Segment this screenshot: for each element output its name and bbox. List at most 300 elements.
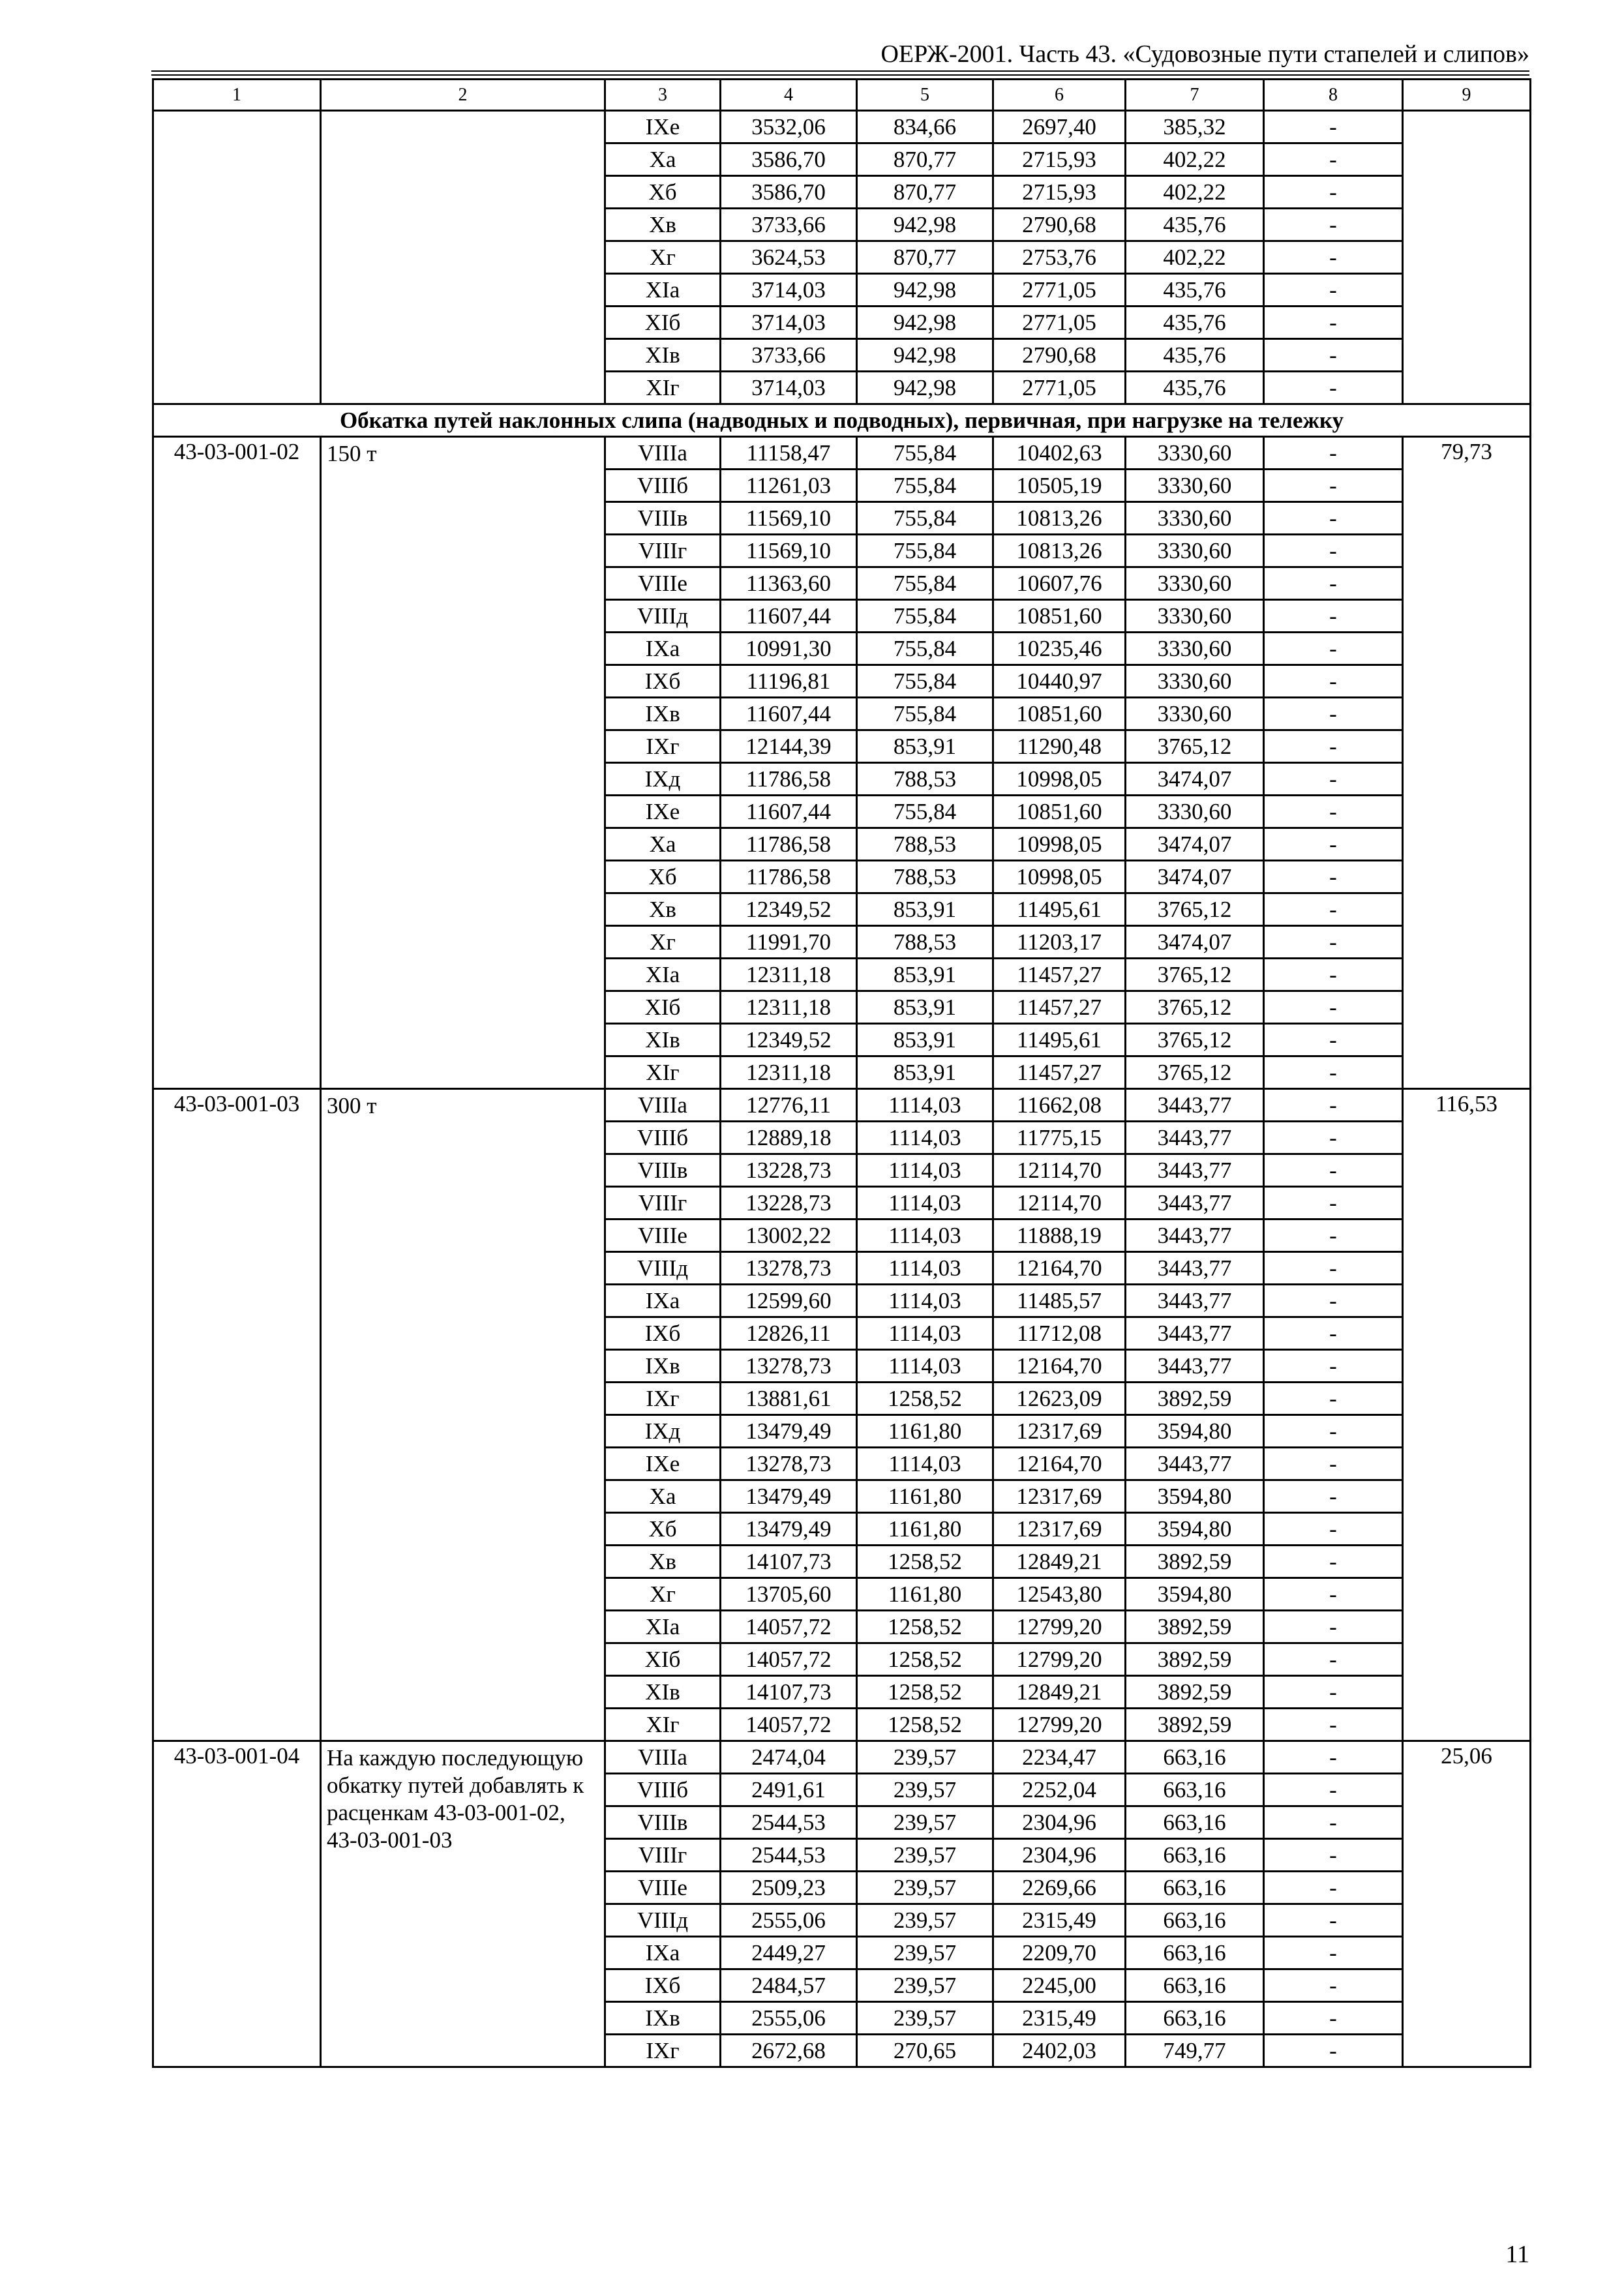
table-cell-col4: 12826,11	[721, 1317, 857, 1350]
table-cell-col7: 402,22	[1126, 241, 1264, 274]
table-cell-col4: 13705,60	[721, 1578, 857, 1611]
table-cell-col6: 11495,61	[993, 893, 1126, 926]
table-cell-col7: 435,76	[1126, 372, 1264, 404]
table-cell-col4: 12599,60	[721, 1285, 857, 1317]
table-cell-col8: -	[1264, 372, 1403, 404]
table-cell-col5: 870,77	[857, 176, 993, 209]
column-number: 4	[721, 80, 857, 111]
table-cell-col7: 3330,60	[1126, 535, 1264, 567]
table-cell-col5: 755,84	[857, 665, 993, 698]
table-cell-col5: 853,91	[857, 1024, 993, 1056]
table-cell-col8: -	[1264, 1089, 1403, 1122]
table-cell-index: XIв	[605, 1676, 721, 1709]
table-cell-col8: -	[1264, 1937, 1403, 1969]
table-cell-col5: 1114,03	[857, 1317, 993, 1350]
table-cell-index: XIв	[605, 339, 721, 372]
table-cell-col8: -	[1264, 1709, 1403, 1741]
table-cell-col6: 12317,69	[993, 1480, 1126, 1513]
table-cell-col4: 3532,06	[721, 111, 857, 143]
table-cell-index: IXв	[605, 698, 721, 730]
table-cell-col5: 834,66	[857, 111, 993, 143]
table-cell-col6: 12114,70	[993, 1187, 1126, 1219]
table-cell-col8: -	[1264, 763, 1403, 796]
table-cell-col4: 11363,60	[721, 567, 857, 600]
table-cell-col8: -	[1264, 111, 1403, 143]
table-cell-col7: 435,76	[1126, 209, 1264, 241]
table-cell-col4: 12311,18	[721, 1056, 857, 1089]
table-cell-col7: 3330,60	[1126, 796, 1264, 828]
table-cell-col6: 11888,19	[993, 1219, 1126, 1252]
table-cell-col7: 663,16	[1126, 1774, 1264, 1806]
column-number: 1	[153, 80, 321, 111]
table-cell-index: IXб	[605, 665, 721, 698]
table-cell-col8: -	[1264, 1513, 1403, 1546]
table-cell-col8: -	[1264, 176, 1403, 209]
table-cell-col6: 11290,48	[993, 730, 1126, 763]
table-cell-index: IXа	[605, 1937, 721, 1969]
table-cell-col6: 12799,20	[993, 1709, 1126, 1741]
table-cell-col8: -	[1264, 959, 1403, 991]
table-cell-col8: -	[1264, 1056, 1403, 1089]
table-cell-index: XIб	[605, 307, 721, 339]
table-cell-col4: 11569,10	[721, 535, 857, 567]
column-number: 2	[321, 80, 605, 111]
table-cell-col5: 239,57	[857, 1806, 993, 1839]
table-cell-col5: 755,84	[857, 535, 993, 567]
table-cell-col5: 942,98	[857, 339, 993, 372]
table-cell-col6: 11662,08	[993, 1089, 1126, 1122]
table-cell-col7: 3765,12	[1126, 1024, 1264, 1056]
table-cell-col4: 3714,03	[721, 307, 857, 339]
table-cell-col7: 3330,60	[1126, 698, 1264, 730]
table-cell-col4: 14057,72	[721, 1709, 857, 1741]
table-cell-col8: -	[1264, 1187, 1403, 1219]
table-cell-col7: 3443,77	[1126, 1219, 1264, 1252]
table-cell-index: IXб	[605, 1317, 721, 1350]
table-row	[153, 437, 1531, 470]
table-cell-col5: 1161,80	[857, 1513, 993, 1546]
table-cell-col7: 3594,80	[1126, 1415, 1264, 1448]
rate-code: 43-03-001-03	[153, 1089, 321, 1741]
table-cell-col5: 1114,03	[857, 1154, 993, 1187]
table-cell-col5: 239,57	[857, 1741, 993, 1774]
table-cell-col4: 2491,61	[721, 1774, 857, 1806]
table-cell-col6: 11712,08	[993, 1317, 1126, 1350]
rate-description: 150 т	[321, 437, 605, 1089]
table-row	[153, 1089, 1531, 1122]
table-cell-col7: 3443,77	[1126, 1122, 1264, 1154]
table-cell-col7: 3474,07	[1126, 861, 1264, 893]
table-cell-col6: 11485,57	[993, 1285, 1126, 1317]
table-cell-col5: 788,53	[857, 926, 993, 959]
table-cell-col4: 3714,03	[721, 274, 857, 307]
table-cell-col7: 663,16	[1126, 1839, 1264, 1872]
table-cell-col8: -	[1264, 274, 1403, 307]
table-cell-col6: 10235,46	[993, 633, 1126, 665]
table-cell-col5: 755,84	[857, 600, 993, 633]
table-cell-col6: 2697,40	[993, 111, 1126, 143]
table-cell-col5: 1258,52	[857, 1611, 993, 1643]
table-cell-col4: 2449,27	[721, 1937, 857, 1969]
table-cell-col7: 663,16	[1126, 1741, 1264, 1774]
table-cell-col4: 2474,04	[721, 1741, 857, 1774]
table-cell-col5: 239,57	[857, 1774, 993, 1806]
table-cell-col5: 239,57	[857, 1969, 993, 2002]
table-cell-col4: 12311,18	[721, 991, 857, 1024]
table-cell-col4: 13881,61	[721, 1383, 857, 1415]
table-cell-col4: 2544,53	[721, 1806, 857, 1839]
section-title: Обкатка путей наклонных слипа (надводных и подводных), первичная, при нагрузке на тележку	[153, 404, 1531, 437]
table-cell-index: Xг	[605, 241, 721, 274]
table-cell-col5: 942,98	[857, 209, 993, 241]
table-cell-index: IXд	[605, 1415, 721, 1448]
table-cell-col6: 2304,96	[993, 1806, 1126, 1839]
table-cell-col8: -	[1264, 1611, 1403, 1643]
table-cell-col6: 10402,63	[993, 437, 1126, 470]
table-cell-index: VIIIб	[605, 1122, 721, 1154]
table-cell-col4: 11158,47	[721, 437, 857, 470]
table-cell-index: VIIIд	[605, 1252, 721, 1285]
page-number: 11	[1505, 2241, 1529, 2268]
table-cell-col4: 14057,72	[721, 1643, 857, 1676]
table-cell-col7: 3443,77	[1126, 1154, 1264, 1187]
table-cell-index: XIг	[605, 1056, 721, 1089]
table-cell-col7: 3474,07	[1126, 926, 1264, 959]
table-cell-col5: 1114,03	[857, 1219, 993, 1252]
table-cell-col6: 10440,97	[993, 665, 1126, 698]
table-cell-col5: 788,53	[857, 861, 993, 893]
table-cell-index: IXе	[605, 796, 721, 828]
table-cell-index: VIIIд	[605, 600, 721, 633]
table-cell-col6: 2245,00	[993, 1969, 1126, 2002]
table-cell-col4: 13479,49	[721, 1415, 857, 1448]
table-cell-col6: 12164,70	[993, 1252, 1126, 1285]
table-cell-col6: 11457,27	[993, 1056, 1126, 1089]
table-cell-col5: 853,91	[857, 730, 993, 763]
table-cell-col8: -	[1264, 1904, 1403, 1937]
column-number: 6	[993, 80, 1126, 111]
table-row	[153, 1741, 1531, 1774]
table-cell-col8: -	[1264, 1969, 1403, 2002]
table-cell-col8: -	[1264, 1285, 1403, 1317]
table-cell-col5: 270,65	[857, 2035, 993, 2067]
table-cell-index: Xб	[605, 861, 721, 893]
table-cell-col4: 14057,72	[721, 1611, 857, 1643]
table-cell-index: XIг	[605, 372, 721, 404]
table-cell-index: XIб	[605, 1643, 721, 1676]
table-cell-col8: -	[1264, 1154, 1403, 1187]
table-cell-col8: -	[1264, 1774, 1403, 1806]
table-cell-col7: 3330,60	[1126, 567, 1264, 600]
table-cell-col7: 3892,59	[1126, 1643, 1264, 1676]
table-cell-col5: 755,84	[857, 796, 993, 828]
table-cell-col6: 10813,26	[993, 535, 1126, 567]
table-cell-col7: 3892,59	[1126, 1546, 1264, 1578]
table-cell-col8: -	[1264, 502, 1403, 535]
table-cell-col7: 3443,77	[1126, 1187, 1264, 1219]
table-cell-col8: -	[1264, 893, 1403, 926]
table-cell-col7: 3330,60	[1126, 470, 1264, 502]
table-row	[153, 111, 1531, 143]
table-cell-col5: 942,98	[857, 274, 993, 307]
table-cell-col7: 3474,07	[1126, 828, 1264, 861]
table-cell-col5: 755,84	[857, 567, 993, 600]
table-cell-col5: 1161,80	[857, 1415, 993, 1448]
table-cell-col6: 2315,49	[993, 1904, 1126, 1937]
table-cell-col7: 402,22	[1126, 143, 1264, 176]
table-cell-col4: 12349,52	[721, 1024, 857, 1056]
table-cell-col7: 3892,59	[1126, 1709, 1264, 1741]
table-cell-col8: -	[1264, 209, 1403, 241]
table-cell-col7: 435,76	[1126, 339, 1264, 372]
table-cell-col4: 3714,03	[721, 372, 857, 404]
table-cell-col7: 435,76	[1126, 307, 1264, 339]
table-cell-col8: -	[1264, 1839, 1403, 1872]
table-cell-col7: 3330,60	[1126, 437, 1264, 470]
table-cell-index: VIIIг	[605, 535, 721, 567]
table-cell-col6: 10813,26	[993, 502, 1126, 535]
table-cell-col7: 3330,60	[1126, 600, 1264, 633]
table-cell-col6: 2252,04	[993, 1774, 1126, 1806]
rate-col9-value: 79,73	[1403, 437, 1531, 1089]
table-cell-col4: 13228,73	[721, 1187, 857, 1219]
table-cell-col8: -	[1264, 1024, 1403, 1056]
table-cell-col8: -	[1264, 567, 1403, 600]
table-cell-index: Xг	[605, 1578, 721, 1611]
running-header: ОЕРЖ-2001. Часть 43. «Судовозные пути стапелей и слипов»	[880, 40, 1529, 68]
table-cell-col6: 2402,03	[993, 2035, 1126, 2067]
table-cell-index: VIIIв	[605, 1806, 721, 1839]
table-cell-col4: 13002,22	[721, 1219, 857, 1252]
rate-col9-value: 25,06	[1403, 1741, 1531, 2067]
table-cell-col8: -	[1264, 1252, 1403, 1285]
table-cell-col6: 2771,05	[993, 307, 1126, 339]
table-cell-col5: 239,57	[857, 1872, 993, 1904]
table-cell-col6: 10851,60	[993, 600, 1126, 633]
table-cell-col6: 10851,60	[993, 796, 1126, 828]
table-cell-index: Xв	[605, 893, 721, 926]
table-cell-index: VIIIе	[605, 567, 721, 600]
table-cell-col7: 663,16	[1126, 1806, 1264, 1839]
table-cell-index: VIIIе	[605, 1219, 721, 1252]
table-cell-col8: -	[1264, 1741, 1403, 1774]
table-cell-col4: 10991,30	[721, 633, 857, 665]
table-cell-col4: 11786,58	[721, 763, 857, 796]
table-cell-col5: 1114,03	[857, 1089, 993, 1122]
table-cell-col8: -	[1264, 698, 1403, 730]
table-cell-col4: 2484,57	[721, 1969, 857, 2002]
rates-table-body	[153, 80, 1531, 2067]
table-cell-col7: 3443,77	[1126, 1252, 1264, 1285]
table-cell-index: Xб	[605, 1513, 721, 1546]
table-cell-col6: 12623,09	[993, 1383, 1126, 1415]
table-cell-col8: -	[1264, 633, 1403, 665]
table-cell-col8: -	[1264, 600, 1403, 633]
table-cell-col8: -	[1264, 1122, 1403, 1154]
table-cell-index: VIIIв	[605, 1154, 721, 1187]
table-cell-index: Xв	[605, 1546, 721, 1578]
table-cell-col5: 755,84	[857, 470, 993, 502]
table-cell-index: VIIIа	[605, 437, 721, 470]
table-cell-col5: 1114,03	[857, 1350, 993, 1383]
table-cell-col5: 853,91	[857, 893, 993, 926]
rate-col9-value: 116,53	[1403, 1089, 1531, 1741]
table-cell-col6: 12849,21	[993, 1676, 1126, 1709]
table-cell-col7: 3594,80	[1126, 1480, 1264, 1513]
table-cell-index: VIIIд	[605, 1904, 721, 1937]
table-cell-col5: 239,57	[857, 2002, 993, 2035]
table-cell-col4: 2544,53	[721, 1839, 857, 1872]
table-cell-col5: 239,57	[857, 1904, 993, 1937]
table-cell-col5: 942,98	[857, 372, 993, 404]
table-cell-col4: 11196,81	[721, 665, 857, 698]
table-cell-col4: 3733,66	[721, 209, 857, 241]
rate-description: На каждую последующую обкатку путей добавлять к расценкам 43-03-001-02, 43-03-001-03	[321, 1741, 605, 2067]
table-cell-index: Xв	[605, 209, 721, 241]
table-cell-col8: -	[1264, 1676, 1403, 1709]
rate-code: 43-03-001-04	[153, 1741, 321, 2067]
table-cell-col7: 3330,60	[1126, 502, 1264, 535]
table-cell-col7: 3765,12	[1126, 959, 1264, 991]
table-cell-col6: 2269,66	[993, 1872, 1126, 1904]
table-cell-col4: 3586,70	[721, 143, 857, 176]
table-cell-col4: 13278,73	[721, 1350, 857, 1383]
table-cell-index: IXд	[605, 763, 721, 796]
table-cell-col8: -	[1264, 1872, 1403, 1904]
table-cell-col5: 239,57	[857, 1937, 993, 1969]
table-cell-col8: -	[1264, 1350, 1403, 1383]
table-cell-index: Xа	[605, 1480, 721, 1513]
table-cell-col7: 3892,59	[1126, 1676, 1264, 1709]
table-cell-col5: 755,84	[857, 698, 993, 730]
table-cell-index: IXг	[605, 730, 721, 763]
table-cell-col6: 2771,05	[993, 372, 1126, 404]
table-cell-col4: 11786,58	[721, 828, 857, 861]
table-cell-col4: 12349,52	[721, 893, 857, 926]
table-cell-col4: 13228,73	[721, 1154, 857, 1187]
table-cell-col5: 755,84	[857, 502, 993, 535]
table-cell-col8: -	[1264, 2002, 1403, 2035]
table-cell-col6: 12799,20	[993, 1643, 1126, 1676]
table-cell-index: IXв	[605, 1350, 721, 1383]
table-cell-col7: 3330,60	[1126, 665, 1264, 698]
table-cell-index: XIа	[605, 274, 721, 307]
table-cell-col6: 2790,68	[993, 209, 1126, 241]
table-cell-col4: 14107,73	[721, 1676, 857, 1709]
table-cell-col4: 2672,68	[721, 2035, 857, 2067]
table-cell-col6: 12164,70	[993, 1448, 1126, 1480]
table-cell-index: VIIIа	[605, 1089, 721, 1122]
table-cell-col8: -	[1264, 437, 1403, 470]
table-cell-col7: 663,16	[1126, 1872, 1264, 1904]
table-cell-col8: -	[1264, 470, 1403, 502]
table-cell-col8: -	[1264, 143, 1403, 176]
table-cell-col4: 11569,10	[721, 502, 857, 535]
table-cell-col7: 3330,60	[1126, 633, 1264, 665]
table-cell-col5: 1161,80	[857, 1480, 993, 1513]
table-cell-col4: 2555,06	[721, 2002, 857, 2035]
table-cell-col6: 12164,70	[993, 1350, 1126, 1383]
table-cell-col6: 10851,60	[993, 698, 1126, 730]
table-cell-index: Xа	[605, 828, 721, 861]
table-cell-index: Xа	[605, 143, 721, 176]
table-cell-index: IXе	[605, 111, 721, 143]
table-cell-col9-empty	[1403, 111, 1531, 404]
table-cell-col4: 12311,18	[721, 959, 857, 991]
table-cell-col8: -	[1264, 1480, 1403, 1513]
table-cell-col6: 2715,93	[993, 143, 1126, 176]
table-cell-col6: 12114,70	[993, 1154, 1126, 1187]
table-cell-index: VIIIб	[605, 470, 721, 502]
table-cell-code-empty	[153, 111, 321, 404]
section-title-row	[153, 404, 1531, 437]
table-cell-index: IXг	[605, 2035, 721, 2067]
table-cell-col4: 11786,58	[721, 861, 857, 893]
table-cell-col6: 11457,27	[993, 991, 1126, 1024]
table-cell-index: VIIIв	[605, 502, 721, 535]
table-cell-col6: 2234,47	[993, 1741, 1126, 1774]
table-cell-col5: 870,77	[857, 143, 993, 176]
table-cell-col8: -	[1264, 1578, 1403, 1611]
table-cell-col6: 2209,70	[993, 1937, 1126, 1969]
rate-description: 300 т	[321, 1089, 605, 1741]
table-cell-col8: -	[1264, 991, 1403, 1024]
table-cell-col4: 13278,73	[721, 1448, 857, 1480]
table-cell-col8: -	[1264, 1546, 1403, 1578]
table-cell-col6: 2790,68	[993, 339, 1126, 372]
table-cell-col8: -	[1264, 665, 1403, 698]
table-cell-col5: 1258,52	[857, 1546, 993, 1578]
table-cell-col8: -	[1264, 828, 1403, 861]
table-cell-col7: 3765,12	[1126, 991, 1264, 1024]
table-cell-index: XIв	[605, 1024, 721, 1056]
table-cell-col6: 12317,69	[993, 1513, 1126, 1546]
table-cell-index: VIIIе	[605, 1872, 721, 1904]
table-cell-col5: 755,84	[857, 437, 993, 470]
table-cell-col8: -	[1264, 796, 1403, 828]
column-number: 8	[1264, 80, 1403, 111]
table-cell-col5: 1114,03	[857, 1122, 993, 1154]
table-cell-col7: 402,22	[1126, 176, 1264, 209]
table-cell-col7: 3765,12	[1126, 1056, 1264, 1089]
table-cell-col5: 1258,52	[857, 1383, 993, 1415]
table-cell-col7: 3443,77	[1126, 1448, 1264, 1480]
table-cell-col4: 12776,11	[721, 1089, 857, 1122]
table-cell-col4: 14107,73	[721, 1546, 857, 1578]
table-cell-col8: -	[1264, 1219, 1403, 1252]
table-cell-col8: -	[1264, 1317, 1403, 1350]
table-cell-col6: 11457,27	[993, 959, 1126, 991]
column-number: 5	[857, 80, 993, 111]
table-cell-col8: -	[1264, 926, 1403, 959]
table-cell-col7: 663,16	[1126, 1904, 1264, 1937]
table-cell-col6: 11495,61	[993, 1024, 1126, 1056]
table-cell-col5: 1114,03	[857, 1448, 993, 1480]
table-cell-col6: 2715,93	[993, 176, 1126, 209]
table-cell-index: Xг	[605, 926, 721, 959]
table-cell-col5: 1258,52	[857, 1709, 993, 1741]
table-cell-col8: -	[1264, 339, 1403, 372]
rate-code: 43-03-001-02	[153, 437, 321, 1089]
table-cell-col7: 3892,59	[1126, 1383, 1264, 1415]
table-cell-index: VIIIа	[605, 1741, 721, 1774]
table-cell-col8: -	[1264, 1806, 1403, 1839]
table-cell-col5: 1258,52	[857, 1676, 993, 1709]
table-cell-index: XIа	[605, 1611, 721, 1643]
table-cell-col4: 13479,49	[721, 1480, 857, 1513]
table-cell-index: IXа	[605, 633, 721, 665]
table-cell-col7: 3443,77	[1126, 1350, 1264, 1383]
